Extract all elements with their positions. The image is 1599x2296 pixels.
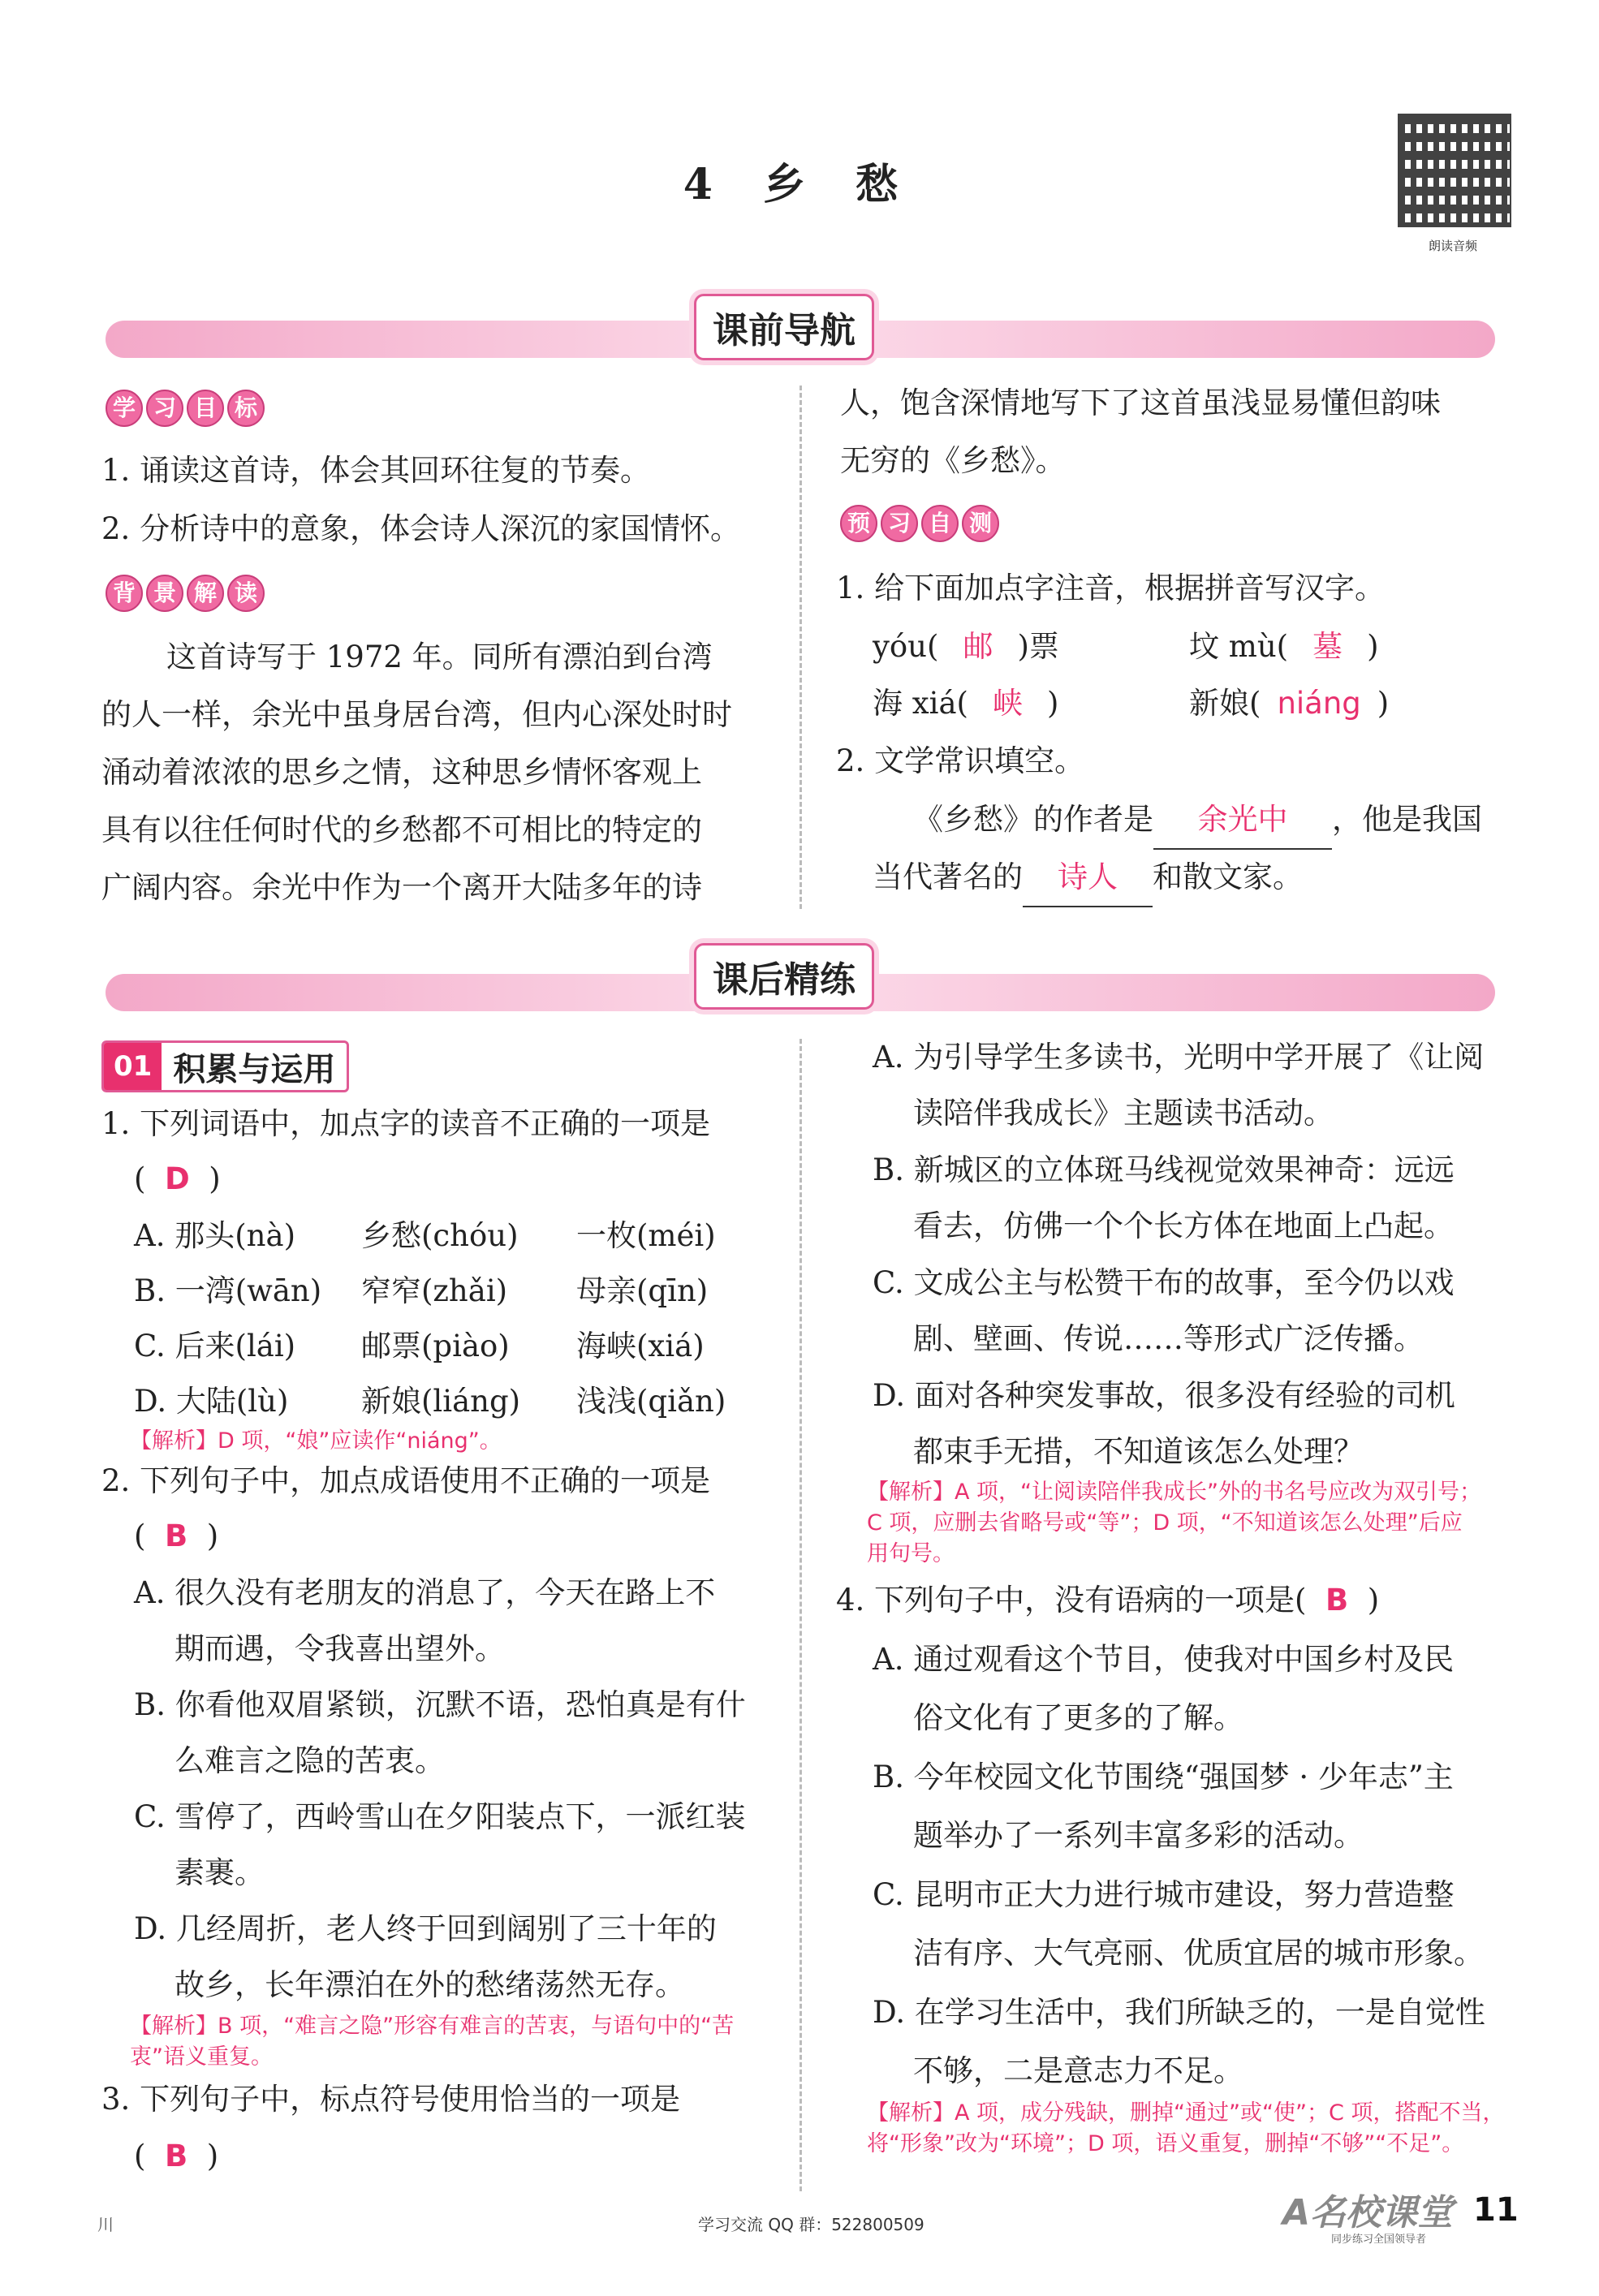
goal-2: 2. 分析诗中的意象，体会诗人深沉的家国情怀。 bbox=[101, 511, 741, 546]
page-number: 11 bbox=[1473, 2191, 1519, 2229]
q1-answer: ( D ) bbox=[134, 1161, 221, 1196]
pre-l1: 《乡愁》的作者是 余光中 ，他是我国 bbox=[913, 791, 1482, 850]
pre-q2: 2. 文学常识填空。 bbox=[836, 743, 1085, 778]
bg-line: 无穷的《乡愁》。 bbox=[840, 443, 1066, 478]
q3-line: B. 新城区的立体斑马线视觉效果神奇：远远 bbox=[873, 1152, 1455, 1187]
q3-line: 剧、壁画、传说……等形式广泛传播。 bbox=[913, 1321, 1424, 1356]
pre-q1: 1. 给下面加点字注音，根据拼音写汉字。 bbox=[836, 571, 1386, 605]
q2-line: B. 你看他双眉紧锁，沉默不语，恐怕真是有什 bbox=[134, 1687, 746, 1722]
question-2: 2. 下列句子中，加点成语使用不正确的一项是 bbox=[101, 1463, 711, 1498]
q1-opt: C. 后来(lái) 邮票(piào) 海峡(xiá) bbox=[134, 1329, 705, 1363]
q3-analysis: 用句号。 bbox=[867, 1541, 955, 1566]
q2-analysis: 衷”语义重复。 bbox=[130, 2044, 273, 2070]
question-4: 4. 下列句子中，没有语病的一项是( B ) bbox=[836, 1583, 1380, 1618]
bg-line: 具有以往任何时代的乡愁都不可相比的特定的 bbox=[101, 812, 702, 847]
bg-line: 这首诗写于 1972 年。同所有漂泊到台湾 bbox=[166, 640, 713, 674]
question-1: 1. 下列词语中，加点字的读音不正确的一项是 bbox=[101, 1106, 711, 1141]
pre-a1: yóu( 邮 )票 bbox=[873, 629, 1059, 664]
qr-code-icon[interactable] bbox=[1398, 114, 1511, 227]
q3-line: 读陪伴我成长》主题读书活动。 bbox=[913, 1096, 1334, 1131]
q4-analysis: 将“形象”改为“环境”；D 项，语义重复，删掉“不够”“不足”。 bbox=[867, 2131, 1464, 2156]
q1-opt: B. 一湾(wān) 窄窄(zhǎi) 母亲(qīn) bbox=[134, 1273, 709, 1308]
bg-line: 人，饱含深情地写下了这首虽浅显易懂但韵味 bbox=[840, 386, 1441, 420]
q4-line: 不够，二是意志力不足。 bbox=[913, 2053, 1243, 2088]
pre-a3: 海 xiá( 峡 ) bbox=[873, 686, 1059, 721]
q2-line: D. 几经周折，老人终于回到阔别了三十年的 bbox=[134, 1911, 717, 1946]
brand-logo: A名校课堂 bbox=[1282, 2192, 1454, 2234]
section-title-2: 课后精练 bbox=[694, 943, 874, 1010]
tag-preview-test: 预 习 自 测 bbox=[840, 505, 999, 542]
q4-line: C. 昆明市正大力进行城市建设，努力营造整 bbox=[873, 1877, 1455, 1912]
q2-answer: ( B ) bbox=[134, 1518, 219, 1553]
qr-label: 朗读音频 bbox=[1428, 239, 1477, 253]
q2-line: 故乡，长年漂泊在外的愁绪荡然无存。 bbox=[175, 1967, 685, 2002]
section-01-header: 01 积累与运用 bbox=[101, 1040, 349, 1092]
page-title: 4 乡 愁 bbox=[683, 160, 916, 209]
q3-line: A. 为引导学生多读书，光明中学开展了《让阅 bbox=[873, 1040, 1485, 1075]
q3-line: 都束手无措，不知道该怎么处理？ bbox=[913, 1434, 1364, 1469]
footer-qq: 学习交流 QQ 群：522800509 bbox=[698, 2215, 924, 2234]
tag-learning-goal: 学 习 目 标 bbox=[106, 390, 265, 427]
column-divider bbox=[800, 386, 802, 909]
q1-opt: D. 大陆(lù) 新娘(liáng) 浅浅(qiǎn) bbox=[134, 1384, 726, 1419]
q4-line: B. 今年校园文化节围绕“强国梦 · 少年志”主 bbox=[873, 1760, 1454, 1794]
q3-line: D. 面对各种突发事故，很多没有经验的司机 bbox=[873, 1378, 1455, 1413]
footer-region: 川 bbox=[97, 2215, 114, 2234]
q1-analysis: 【解析】D 项，“娘”应读作“niáng”。 bbox=[130, 1428, 502, 1454]
q4-line: 题举办了一系列丰富多彩的活动。 bbox=[913, 1818, 1364, 1853]
bg-line: 涌动着浓浓的思乡之情，这种思乡情怀客观上 bbox=[101, 755, 702, 790]
pre-a2: 坟 mù( 墓 ) bbox=[1189, 629, 1379, 664]
q3-answer: ( B ) bbox=[134, 2139, 219, 2173]
q4-line: 洁有序、大气亮丽、优质宜居的城市形象。 bbox=[913, 1936, 1484, 1971]
brand-slogan: 同步练习全国领导者 bbox=[1331, 2234, 1427, 2246]
q2-line: 素裹。 bbox=[175, 1855, 265, 1890]
bg-line: 的人一样，余光中虽身居台湾，但内心深处时时 bbox=[101, 697, 732, 732]
q3-line: C. 文成公主与松赞干布的故事，至今仍以戏 bbox=[873, 1265, 1455, 1300]
q3-analysis: C 项，应删去省略号或“等”；D 项，“不知道该怎么处理”后应 bbox=[867, 1510, 1463, 1536]
q3-line: 看去，仿佛一个个长方体在地面上凸起。 bbox=[913, 1208, 1454, 1243]
tag-background: 背 景 解 读 bbox=[106, 575, 265, 612]
q1-opt: A. 那头(nà) 乡愁(chóu) 一枚(méi) bbox=[134, 1218, 716, 1253]
q2-line: A. 很久没有老朋友的消息了，今天在路上不 bbox=[134, 1575, 716, 1610]
goal-1: 1. 诵读这首诗，体会其回环往复的节奏。 bbox=[101, 453, 651, 488]
pre-l2: 当代著名的 诗人 和散文家。 bbox=[873, 849, 1303, 907]
column-divider bbox=[800, 1039, 802, 2191]
q4-analysis: 【解析】A 项，成分残缺，删掉“通过”或“使”；C 项，搭配不当， bbox=[867, 2100, 1505, 2126]
q3-analysis: 【解析】A 项，“让阅读陪伴我成长”外的书名号应改为双引号； bbox=[867, 1480, 1482, 1505]
q4-line: 俗文化有了更多的了解。 bbox=[913, 1700, 1243, 1735]
q2-analysis: 【解析】B 项，“难言之隐”形容有难言的苦衷，与语句中的“苦 bbox=[130, 2014, 735, 2039]
pre-a4: 新娘( niáng ) bbox=[1189, 686, 1390, 721]
section-title-1: 课前导航 bbox=[694, 294, 874, 360]
q2-line: C. 雪停了，西岭雪山在夕阳装点下，一派红装 bbox=[134, 1799, 746, 1834]
q4-line: A. 通过观看这个节目，使我对中国乡村及民 bbox=[873, 1642, 1455, 1677]
q2-line: 期而遇，令我喜出望外。 bbox=[175, 1631, 505, 1666]
q2-line: 么难言之隐的苦衷。 bbox=[175, 1743, 445, 1778]
q4-line: D. 在学习生活中，我们所缺乏的，一是自觉性 bbox=[873, 1995, 1485, 2030]
question-3: 3. 下列句子中，标点符号使用恰当的一项是 bbox=[101, 2082, 681, 2117]
bg-line: 广阔内容。余光中作为一个离开大陆多年的诗 bbox=[101, 870, 702, 905]
